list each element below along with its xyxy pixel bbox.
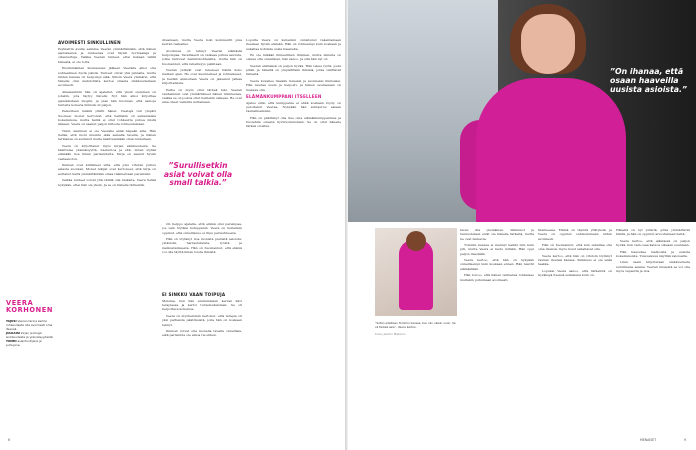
section-heading: ELÄMÄNKUMPPANI ITSELLEEN <box>246 93 322 99</box>
left-column-2 <box>162 38 242 156</box>
paragraph: Lopulta Veera on kuitenkin onnistunut rakentamaan itselleen hyvän elämän. Hän on rohkeampi kuin koskaan ja uskaltaa kohdata uusia haasteita. <box>246 38 341 51</box>
section-heading: EI SINKKU VAAN TOIPUJA <box>162 292 226 297</box>
paragraph: Hän toivoo, että hänen tarinansa rohkaisee muitakin puhumaan avoimesti. <box>460 273 534 282</box>
paragraph: Veera kertoo, että hän on vihdoin löytänyt rauhan itsensä kanssa. Sinkkuus ei ole enää taakka. <box>538 253 612 267</box>
paragraph: Yksin oleminen ei ole Veeralle enää häpeän aihe. Hän tietää, että moni muukin elää samalla tavalla, ja hänen tarinansa on auttanut muita käsittelemään omia tunteitaan. <box>58 128 156 142</box>
left-column-2c <box>162 290 242 435</box>
paragraph: kiven olla yksinäinen. Palkinnot ja tunnustukset eivät ole hänelle tärkeitä, mutta ne ovat mukavia. <box>460 228 534 241</box>
bio-label: JULKAISI <box>6 330 20 335</box>
page-number-left: 6 <box>8 438 11 442</box>
paragraph: Tommin kanssa ei mennyt kaikki niin kuin piti, mutta Veera ei kadu mitään. Hän oppi paljon itsestään. <box>460 243 534 256</box>
paragraph: Veeran ystävät ovat tukeneet häntä koko matkan ajan. He ovat kuunnelleet ja rohkaisseet, ja heidän ansiostaan Veera on jaksanut jatkaa kirjoittamista. <box>162 68 242 86</box>
paragraph: Hän on huomannut, että kun uskaltaa olla oma itsensä, myös muut uskaltavat olla. <box>538 243 612 252</box>
paragraph: Veeran elämässä on paljon hyvää. Hän tekee työtä, josta pitää, ja hänellä on ympärillään ihmisiä, jotka välittävät hänestä. <box>246 63 341 77</box>
magazine-name: MENAISET <box>640 438 657 442</box>
paragraph: Lopuksi Veera sanoo, että tärkeintä on hyväksyä itsensä sellaisena kuin on. <box>538 268 612 278</box>
right-column-b <box>538 228 612 433</box>
bio-label: TOIMII <box>6 338 17 343</box>
paragraph: Hän on päättänyt olla itse oma elämänkumppaninsa ja huolehtia omasta hyvinvoinnistaan. Se on ollut hänelle tärkeä oivallus. <box>246 115 341 129</box>
paragraph: Veera on myöhemmin kertonut, että terapia oli yksi parhaista päätöksistä, joita hän on koskaan tehnyt. <box>162 313 242 327</box>
paragraph: Aikaisemmin hän oli ajatellut, että yksin oleminen on jotakin, jota täytyy hävetä. Nyt hän alkoi kirjoittaa ajatuksistaan blogiin, ja pian hän huomasi, että samoja tunteita kokevia ihmisiä oli paljon. <box>58 89 156 107</box>
bio-text: asiantuntijana ja puhujana. <box>6 338 42 347</box>
paragraph: Veera on kirjoittanut myös kirjan sinkkuudesta. Se käsittelee yksinäisyyttä, itsetuntoa ja sitä, miten löytää elämään iloa ilman parisuhdetta. Kirja on saanut hyvän vastaanoton. <box>58 143 156 161</box>
column-body <box>162 222 242 254</box>
paragraph: Perhe on myös ollut tärkeä tuki. Veeran vanhemmat ovat ymmärtäneet hänen tilanteensa, vaikka se on joskus ollut heillekin vaikeaa. He ovat aina olleet valmiita auttamaan. <box>162 87 242 105</box>
bio-text: Veeran tarina kertoo rohkeudesta olla avoimesti oma itsensä. <box>6 318 53 331</box>
paragraph: Ajatus siitä, että kumppania ei ehkä koskaan löydy, on pelottanut Veeraa. Nykyään hän suhtautuu asiaan rauhallisemmin. <box>246 100 341 114</box>
paragraph: Muistaa, kun hän ensimmäisen kerran kävi terapiassa ja kertoi tuntemuksistaan. Se oli helpottava kokemus. <box>162 298 242 312</box>
section-heading: AVOIMESTI SINKULLINEN <box>58 40 121 45</box>
paragraph: Ensimmäisten kuukausien jälkeen Veeralla alkoi olla suhteellisen hyviä päiviä. Tunteet olivat yhä pinnalla, mutta niiden kanssa oli helpompi elää. Silloin Veera ymmärsi, että hänelle olisi mahdollista kertoa omasta sinkkuudestaan avoimesti. <box>58 66 156 88</box>
person-face <box>521 14 575 74</box>
author-block <box>6 300 54 347</box>
column-body <box>538 228 612 278</box>
pull-quote: ”Surullisetkin asiat voivat olla small talkia.” <box>163 161 233 188</box>
left-column-2b <box>162 222 242 282</box>
person-body <box>476 78 626 222</box>
paragraph: Psykiatrin avulla saimme Veeran ymmärtämään, että hänen ajatuksensa ja tunteensa ovat täysin normaaleja ja oikeutettuja. Vaikka Veeran tunteet, ettei kukaan välitä hänestä, ei ole totta. <box>58 46 156 64</box>
column-body <box>246 38 341 92</box>
bio-text: kirjan ja blogin sinkkuudesta ja yksinäisyydestä. <box>6 330 54 339</box>
caption-text: ”Sotan edellisen Tommin kanssa, kun olin oikein nuori. Se oli tärkeä asia”, Veera kertoo. <box>375 321 456 329</box>
paragraph: Veera kertoo, että hän on nykyään onnellisempi kuin koskaan ennen. Hän nauttii elämästään. <box>460 258 534 271</box>
column-body <box>246 101 341 129</box>
paragraph: Ihmiset voivat olla monella tavalla onnellisia, eikä parisuhde ole ainoa tie siihen. <box>162 329 242 338</box>
author-name-last: KORHONEN <box>6 306 53 315</box>
left-column-3 <box>246 38 341 438</box>
paragraph: Veera kuvailee itseään iloiseksi ja avoimeksi ihmiseksi. Hän nauraa usein ja helposti, ja hänen seurassaan on mukava olla. <box>246 78 341 92</box>
column-body <box>58 47 156 187</box>
column-body <box>616 228 690 273</box>
paragraph: dreamaan, mutta Veera koki kommentit joka kerran raskaiksi. <box>162 38 242 47</box>
paragraph: On helppo ajatella, että elämä olisi parempaa, jos vain löytäisi kumppanin. Veera on kuitenkin oppinut, että onnellisuus ei riipu parisuhteesta. <box>162 222 242 235</box>
right-column-c <box>616 228 690 433</box>
small-photo <box>375 228 457 316</box>
small-photo-head <box>406 231 426 251</box>
paragraph: Hän haaveilee matkoista ja uusista kokemuksista. Tulevaisuus näyttää valoisalta. <box>616 249 690 258</box>
column-body <box>162 38 242 105</box>
paragraph: En ole mikään ihmeellinen ihminen, mutta minulla on oikeus olla onnellinen, hän sanoo. Ja sitä hän nyt on. <box>246 53 341 62</box>
paragraph: Avoimuus on tehnyt Veeran elämästä helpompaa. Tavallisesti on vaikeaa puhua asioista, jotka tuntuvat henkilökohtaisilta, mutta hän on huomannut, että rehellisyys palkitaan. <box>162 48 242 66</box>
paragraph: Palautteen määrä yllätti hänet. Viestejä tuli ympäri Suomea: monet kertoivat, että heilläkin oli samanlaisia kokemuksia, mutta heillä ei ollut rohkeutta puhua niistä ääneen. Veera on saanut paljon kiitosta rohkeudestaan. <box>58 109 156 127</box>
column-body <box>460 228 534 282</box>
left-column-1 <box>58 38 156 438</box>
paragraph: tilanteessa. Elämä on täynnä yllätyksiä, ja Veera on oppinut suhtautumaan niihin avoimesti. <box>538 228 612 241</box>
column-body <box>162 299 242 338</box>
left-page <box>0 0 345 450</box>
paragraph: Veera kertoo, että elämässä on paljon hyvää, kun vain osaa katsoa oikeaan suuntaan. <box>616 238 690 248</box>
caption-credit: Kuva: Jasmin Mäkinen <box>375 331 406 336</box>
photo-quote: ”On ihanaa, että osaan haaveilla uusista asioista.” <box>610 67 687 94</box>
paragraph: Liian usein kirjoitetaan sinkkuudesta surullisena asiana. Veeran mielestä se voi olla myös vapautta ja iloa. <box>616 260 690 273</box>
portrait-photo <box>348 0 696 222</box>
photo-caption <box>375 322 457 336</box>
author-name-first: VEERA <box>6 299 34 307</box>
author-bio <box>6 319 54 347</box>
paragraph: Hänellä on nyt ystäviä, jotka ymmärtävät häntä, ja hän on oppinut arvostamaan heitä. <box>616 228 690 237</box>
right-column-a <box>460 228 534 433</box>
bio-label: TAJUSI <box>6 318 17 323</box>
paragraph: Hän on löytänyt iloa monista pienistä asioista: ystävistä, harrastuksista, työstä ja matkustamisesta. Hän on huomannut, että elämä voi olla täyttä ilman toista ihmistä. <box>162 237 242 254</box>
paragraph: Vaikka tunteet voivat yhä välillä olla raskaita, Veera tietää nykyään, ettei hän ole yksin. Ja se on hänelle tärkeintä. <box>58 178 156 187</box>
page-number-right: 9 <box>684 438 687 442</box>
paragraph: Ihmiset ovat kiittäneet siitä, että joku vihdoin puhuu asiasta suoraan. Monet lukijat ovat kertoneet, että kirja on auttanut heitä ymmärtämään omaa tilannettaan paremmin. <box>58 163 156 176</box>
